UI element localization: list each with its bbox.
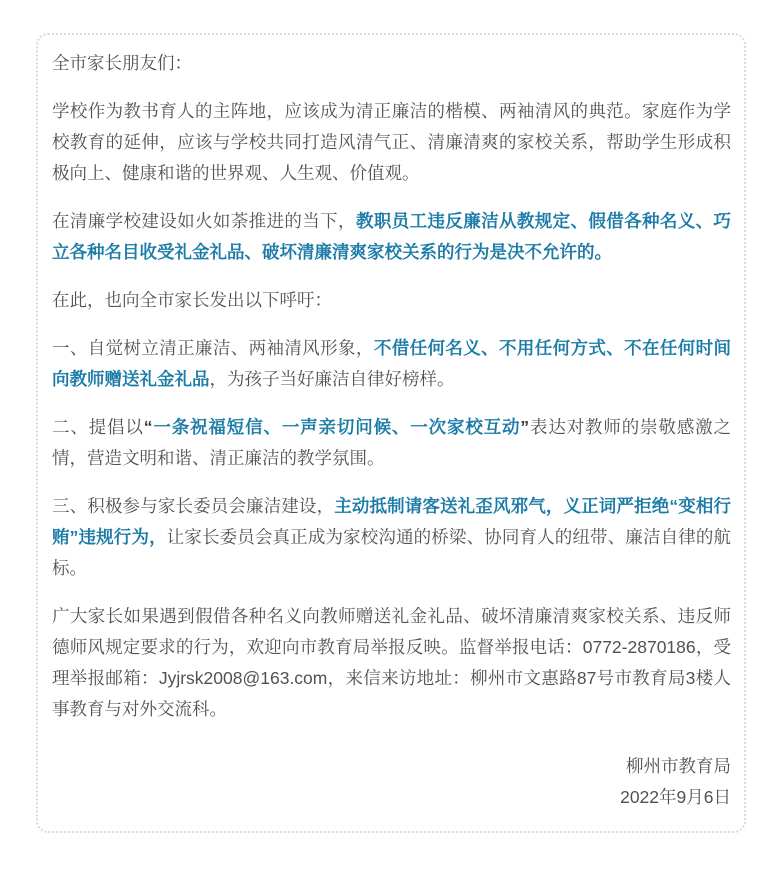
para-report-channels [52, 601, 731, 725]
report-phone: 0772-2870186 [582, 637, 696, 657]
text-segment: ” [520, 417, 530, 437]
highlighted-text: 不借任何名义、不用任何方式、不在任何时间向教师赠送礼金礼品 [52, 338, 732, 389]
report-email: Jyjrsk2008@163.com [158, 668, 328, 688]
highlighted-text: 教职员工违反廉洁从教规定、假借各种名义、巧立各种名目收受礼金礼品、破坏清廉清爽家校关系的行为是决不允许的。 [52, 211, 732, 262]
text-segment: 二、提倡以 [52, 417, 144, 437]
text-segment: 全市家长朋友们： [52, 53, 192, 73]
para-school-role [52, 96, 731, 189]
text-segment: 2022年9月6日 [620, 787, 731, 807]
text-segment: 表达对教师的崇敬感激之情，营造文明和谐、清正廉洁的教学氛围。 [52, 417, 732, 468]
text-segment: 在清廉学校建设如火如荼推进的当下， [52, 211, 356, 231]
text-segment: 广大家长如果遇到假借各种名义向教师赠送礼金礼品、破坏清廉清爽家校关系、违反师德师风规定要求的行为，欢迎向市教育局举报反映。监督举报电话： [52, 606, 731, 657]
appeal-item-2 [52, 412, 731, 474]
text-segment: 三、积极参与家长委员会廉洁建设， [52, 496, 335, 516]
text-segment: ，为孩子当好廉洁自律好榜样。 [209, 369, 455, 389]
signature-date [52, 782, 731, 813]
text-segment: 柳州市教育局 [626, 756, 731, 776]
para-appeal-intro [52, 285, 731, 316]
text-segment: 学校作为教书育人的主阵地，应该成为清正廉洁的楷模、两袖清风的典范。家庭作为学校教育的延伸，应该与学校共同打造风清气正、清廉清爽的家校关系，帮助学生形成积极向上、健康和谐的世界观、人生观、价值观。 [52, 101, 731, 183]
text-segment: 让家长委员会真正成为家校沟通的桥梁、协同育人的纽带、廉洁自律的航标。 [52, 527, 731, 578]
signature-org [52, 751, 731, 782]
greeting [52, 48, 731, 79]
highlighted-text: 主动抵制请客送礼歪风邪气，义正词严拒绝“变相行贿”违规行为， [52, 496, 732, 547]
letter-body [52, 48, 731, 813]
text-segment: ，受理举报邮箱： [52, 637, 732, 688]
highlighted-text: 一条祝福短信、一声亲切问候、一次家校互动 [152, 417, 521, 437]
text-segment: 在此，也向全市家长发出以下呼吁： [52, 290, 332, 310]
para-prohibition [52, 206, 731, 268]
appeal-item-3 [52, 491, 731, 584]
appeal-item-1 [52, 333, 731, 395]
text-segment: 一、自觉树立清正廉洁、两袖清风形象， [52, 338, 374, 358]
text-segment: “ [143, 417, 153, 437]
letter-card [36, 33, 746, 833]
report-address: ，来信来访地址：柳州市文惠路87号市教育局3楼人事教育与对外交流科。 [52, 668, 731, 719]
